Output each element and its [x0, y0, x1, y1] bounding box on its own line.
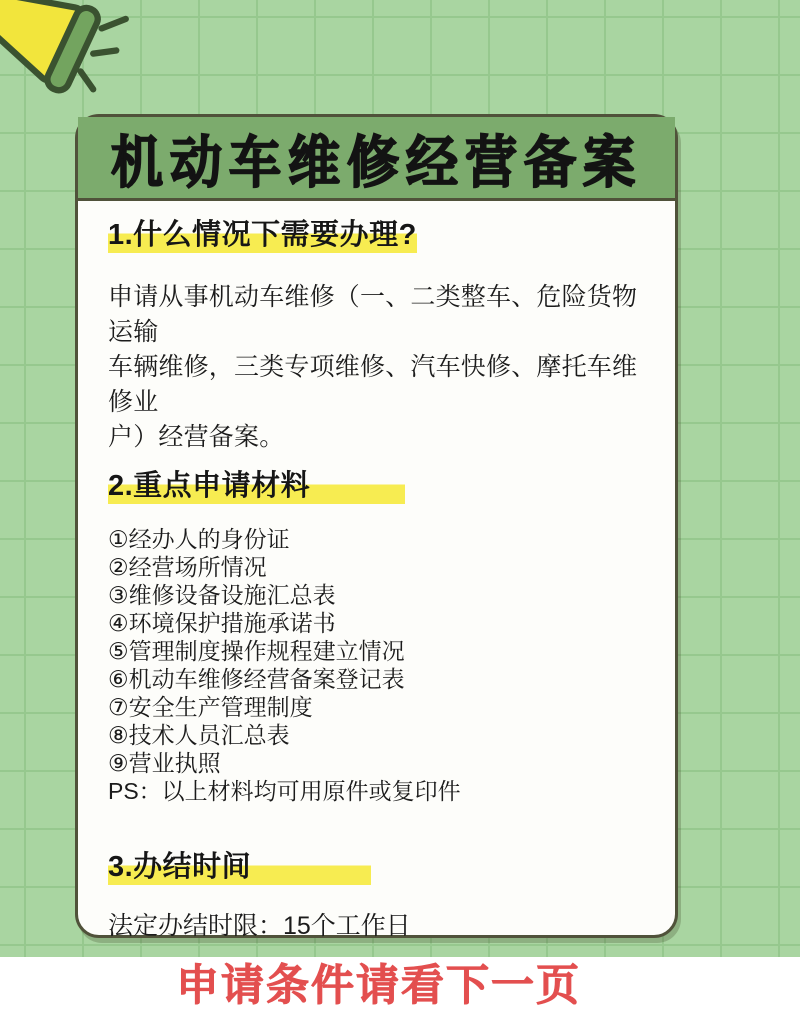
section-1-heading: 1.什么情况下需要办理? — [108, 219, 417, 251]
paragraph-line: 车辆维修，三类专项维修、汽车快修、摩托车维修业 — [108, 353, 638, 416]
paragraph-line: 申请从事机动车维修（一、二类整车、危险货物运输 — [108, 283, 638, 346]
section-2-heading: 2.重点申请材料 — [108, 468, 405, 504]
list-item: ⑤管理制度操作规程建立情况 — [108, 638, 405, 664]
sound-line-icon — [102, 19, 126, 28]
list-item: ④环境保护措施承诺书 — [108, 610, 336, 636]
section-2 — [108, 468, 649, 504]
list-item: ⑥机动车维修经营备案登记表 — [108, 666, 405, 692]
next-page-note: 申请条件请看下一页 — [176, 962, 581, 1010]
poster-card — [75, 114, 678, 1010]
sound-line-icon — [81, 71, 94, 89]
paragraph-line: 户）经营备案。 — [108, 423, 285, 451]
poster-body — [78, 201, 675, 1010]
list-item: ⑧技术人员汇总表 — [108, 722, 290, 748]
deadline-text: 法定办结时限：15个工作日 — [108, 912, 411, 940]
materials-list — [108, 525, 649, 777]
megaphone-horn — [0, 0, 83, 82]
list-item: ⑨营业执照 — [108, 750, 221, 776]
list-item: ⑦安全生产管理制度 — [108, 694, 313, 720]
section-1-paragraph — [108, 280, 649, 455]
section-1 — [108, 217, 649, 253]
poster-title: 机动车维修经营备案 — [110, 132, 642, 195]
section-3-heading: 3.办结时间 — [108, 849, 371, 885]
poster-header-banner — [78, 117, 675, 201]
section-3 — [108, 849, 649, 885]
list-item: ②经营场所情况 — [108, 554, 267, 580]
megaphone-handle — [0, 0, 6, 30]
list-item: ③维修设备设施汇总表 — [108, 582, 336, 608]
materials-ps-note: PS：以上材料均可用原件或复印件 — [108, 778, 461, 804]
list-item: ①经办人的身份证 — [108, 526, 290, 552]
megaphone-bell-rim — [44, 4, 101, 93]
sound-line-icon — [93, 50, 116, 53]
